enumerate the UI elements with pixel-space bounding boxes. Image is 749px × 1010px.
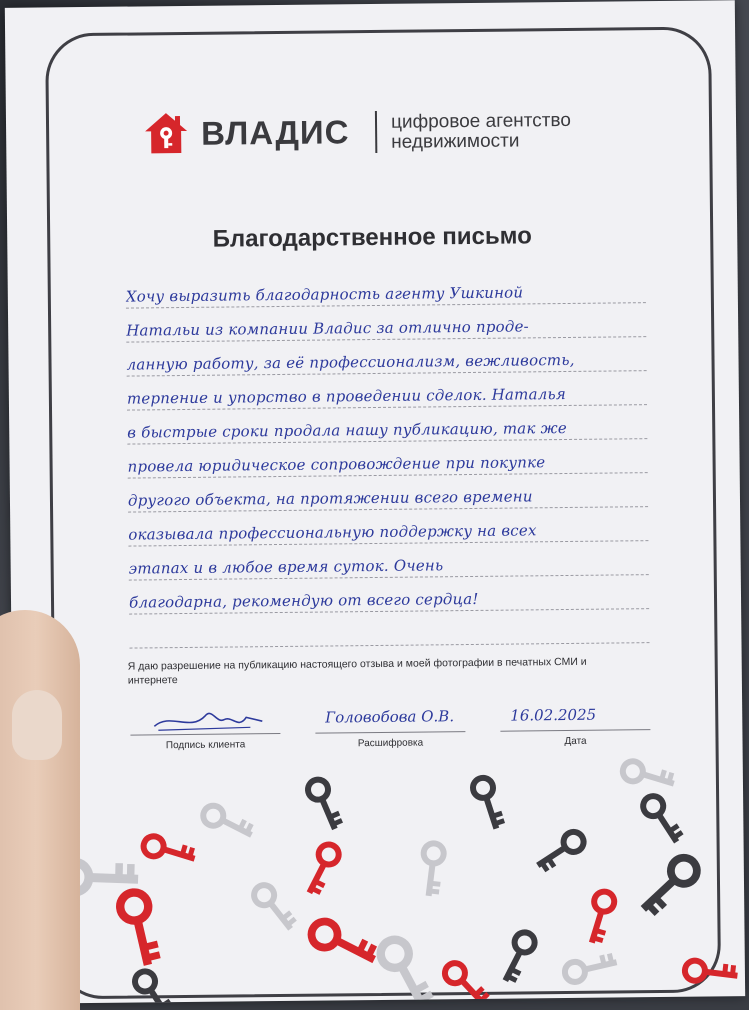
key-icon <box>576 889 626 945</box>
brand-name: ВЛАДИС <box>200 113 350 152</box>
key-icon <box>497 931 541 983</box>
key-icon <box>301 843 345 895</box>
date-block <box>500 693 651 755</box>
handwritten-body <box>126 269 650 648</box>
handwritten-line: оказывала профессиональную поддержку на всех <box>128 507 648 546</box>
company-logo <box>143 104 623 159</box>
client-signature-scribble <box>150 701 270 736</box>
publication-consent-text: Я даю разрешение на публикацию настоящего отзыва и моей фотографии в печатных СМИ и интернете <box>127 655 587 687</box>
decoding-caption: Расшифровка <box>357 737 424 750</box>
key-outline-icon <box>248 883 302 929</box>
key-outline-icon <box>367 935 446 1004</box>
client-signature-block <box>130 697 281 759</box>
handwritten-line: благодарна, рекомендую от всего сердца! <box>129 575 649 614</box>
key-icon <box>297 776 355 830</box>
handwritten-line: другого объекта, на протяжении всего времени <box>128 473 648 512</box>
key-icon <box>460 774 518 830</box>
house-key-icon <box>143 111 189 155</box>
thumb-nail <box>12 690 62 760</box>
decorative-keys-pattern <box>13 750 746 1004</box>
date-underline <box>500 729 650 732</box>
date-handwritten: 16.02.2025 <box>510 705 597 725</box>
key-outline-icon <box>620 750 676 799</box>
key-icon <box>681 944 739 998</box>
decoding-block <box>315 695 466 757</box>
handwritten-line: Хочу выразить благодарность агенту Ушкиной <box>126 269 646 308</box>
decoding-underline <box>315 731 465 734</box>
key-icon <box>441 962 492 1004</box>
key-icon <box>127 969 182 1004</box>
client-signature-caption: Подпись клиента <box>165 739 246 752</box>
handwritten-line: в быстрые сроки продала нашу публикацию, так же <box>127 405 647 444</box>
logo-divider <box>375 111 377 153</box>
key-outline-icon <box>406 840 460 898</box>
handwritten-line: этапах и в любое время суток. Очень <box>128 541 648 580</box>
letter-title: Благодарственное письмо <box>212 222 532 253</box>
handwritten-line: ланную работу, за её профессионализм, вежливость, <box>126 337 646 376</box>
key-icon <box>309 913 376 970</box>
handwritten-line <box>129 609 649 648</box>
holding-hand-thumb <box>0 610 80 1010</box>
tagline-line-1: цифровое агентство <box>390 109 571 133</box>
decoding-handwritten: Головобова О.В. <box>325 707 455 727</box>
date-caption: Дата <box>564 735 587 748</box>
brand-tagline <box>391 111 571 153</box>
handwritten-line: терпение и упорство в проведении сделок. Наталья <box>127 371 647 410</box>
key-icon <box>141 824 197 874</box>
key-icon <box>537 824 586 879</box>
key-icon <box>635 793 690 842</box>
key-outline-icon <box>202 799 254 843</box>
key-icon <box>643 852 699 919</box>
key-outline-icon <box>561 938 618 996</box>
signature-row <box>130 693 651 758</box>
key-icon <box>100 887 182 967</box>
handwritten-line: провела юридическое сопровождение при покупке <box>127 439 647 478</box>
handwritten-line: Натальи из компании Владис за отлично проде- <box>126 303 646 342</box>
thank-you-letter-sheet <box>5 0 745 1004</box>
tagline-line-2: недвижимости <box>391 130 520 153</box>
